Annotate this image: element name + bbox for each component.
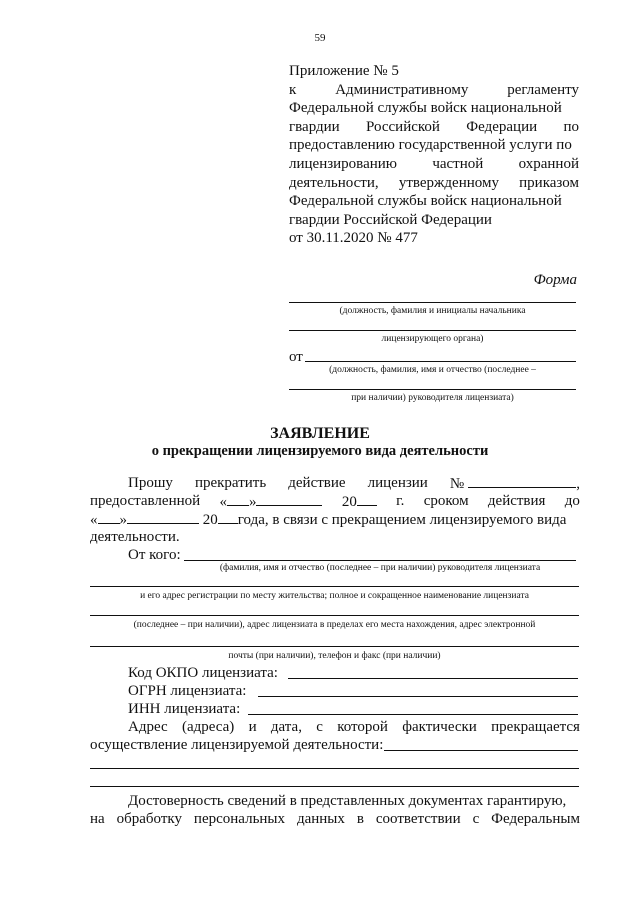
expiry-day-field[interactable] — [98, 510, 120, 524]
appendix-line-5 — [289, 155, 579, 174]
from-field[interactable] — [305, 361, 576, 362]
from-field-2[interactable] — [289, 389, 576, 390]
word: дата, — [270, 719, 302, 735]
year-prefix: 20 — [341, 494, 357, 510]
appendix-line-2: Федеральной службы войск национальной — [289, 100, 562, 117]
document-subtitle: о прекращении лицензируемого вида деятельности — [151, 443, 489, 459]
word: частной — [432, 155, 484, 172]
addressee-field-2[interactable] — [289, 330, 576, 331]
license-number-group — [450, 474, 580, 493]
comma: , — [576, 476, 580, 492]
word: которой — [337, 719, 388, 735]
issue-month-field[interactable] — [256, 492, 322, 506]
addressee-caption-1: (должность, фамилия и инициалы начальника — [339, 306, 526, 316]
ogrn-label: ОГРН лицензиата: — [128, 683, 247, 699]
appendix-line-3 — [289, 118, 579, 137]
applicant-field-3[interactable] — [90, 615, 579, 616]
word: Федеральным — [491, 811, 580, 827]
word: регламенту — [507, 81, 579, 98]
addressee-caption-2: лицензирующего органа) — [381, 334, 484, 344]
issue-date-group — [219, 492, 322, 511]
word: и — [248, 719, 257, 735]
applicant-field-2[interactable] — [90, 586, 579, 587]
consent-line-2 — [90, 810, 580, 828]
appendix-line-8: гвардии Российской Федерации — [289, 211, 492, 228]
applicant-caption-4: почты (при наличии), телефон и факс (при наличии) — [228, 651, 441, 661]
consent-line-1: Достоверность сведений в представленных документах гарантирую, — [128, 793, 567, 809]
appendix-block — [289, 62, 579, 248]
from-label: от — [289, 349, 303, 365]
applicant-field-1[interactable] — [184, 560, 576, 561]
word: соответствии — [375, 811, 461, 827]
issue-day-field[interactable] — [227, 492, 249, 506]
request-line-2 — [90, 492, 580, 511]
from-whom-label: От кого: — [128, 547, 181, 563]
word: Административному — [335, 81, 469, 98]
applicant-caption-1: (фамилия, имя и отчество (последнее – при наличии) руководителя лицензиата — [219, 563, 541, 573]
word: прекратить — [194, 475, 267, 491]
year-prefix: 20 — [202, 512, 218, 528]
word: на — [90, 811, 105, 827]
appendix-line-7: Федеральной службы войск национальной — [289, 193, 562, 210]
inn-label: ИНН лицензиата: — [128, 701, 241, 717]
request-line-3 — [90, 510, 580, 529]
applicant-field-4[interactable] — [90, 646, 579, 647]
address-line-2: осуществление лицензируемой деятельности: — [90, 737, 384, 753]
addressee-field-1[interactable] — [289, 302, 576, 303]
applicant-caption-2: и его адрес регистрации по месту жительства; полное и сокращенное наименование лицензиата — [140, 591, 529, 601]
form-label: Форма — [533, 272, 577, 288]
issue-year-group — [342, 492, 377, 511]
word: охранной — [518, 155, 579, 172]
expiry-month-field[interactable] — [127, 510, 199, 524]
appendix-line-6 — [289, 174, 579, 193]
page-number: 59 — [314, 32, 326, 44]
address-line-1 — [90, 718, 580, 736]
word: данных — [296, 811, 345, 827]
word: действия — [487, 493, 546, 509]
okpo-label: Код ОКПО лицензиата: — [128, 665, 278, 681]
word: сроком — [423, 493, 469, 509]
word: в — [356, 811, 364, 827]
word: персональных — [193, 811, 286, 827]
address-field-3[interactable] — [90, 786, 579, 787]
ogrn-field[interactable] — [258, 696, 578, 697]
word: фактически — [402, 719, 477, 735]
request-line-4: деятельности. — [90, 529, 180, 545]
word: деятельности, — [289, 174, 379, 191]
word: (адреса) — [181, 719, 235, 735]
appendix-line-4: предоставлению государственной услуги по — [289, 137, 572, 154]
quote-open: « — [219, 494, 227, 510]
word: Адрес — [128, 719, 168, 735]
appendix-line-9: от 30.11.2020 № 477 — [289, 230, 418, 247]
word: с — [472, 811, 480, 827]
address-field-1[interactable] — [384, 750, 578, 751]
inn-field[interactable] — [248, 714, 578, 715]
word: приказом — [519, 174, 579, 191]
word: с — [316, 719, 323, 735]
word: Российской — [366, 118, 440, 135]
word: гвардии — [289, 118, 340, 135]
word: действие — [288, 475, 346, 491]
word: г. — [396, 493, 405, 509]
addressee-caption-4: при наличии) руководителя лицензиата) — [351, 393, 514, 403]
issue-year-field[interactable] — [357, 492, 377, 506]
appendix-line-1 — [289, 81, 579, 100]
okpo-field[interactable] — [288, 678, 578, 679]
license-number-field[interactable] — [468, 474, 576, 488]
addressee-caption-3: (должность, фамилия, имя и отчество (последнее – — [329, 365, 536, 375]
word: Прошу — [128, 475, 173, 491]
word: к — [289, 81, 297, 98]
quote-close: » — [119, 512, 127, 528]
word: лицензии — [367, 475, 428, 491]
word: прекращается — [491, 719, 580, 735]
request-text: года, в связи с прекращением лицензируемого вида — [237, 512, 567, 528]
number-sign: № — [449, 476, 465, 492]
address-field-2[interactable] — [90, 768, 579, 769]
document-title: ЗАЯВЛЕНИЕ — [270, 425, 370, 442]
applicant-caption-3: (последнее – при наличии), адрес лицензиата в пределах его места нахождения, адрес электронной — [133, 620, 536, 630]
quote-open: « — [90, 512, 98, 528]
expiry-year-field[interactable] — [218, 510, 238, 524]
quote-close: » — [248, 494, 257, 510]
appendix-title: Приложение № 5 — [289, 63, 399, 79]
word: до — [564, 493, 580, 509]
word: лицензированию — [289, 155, 397, 172]
word: обработку — [116, 811, 182, 827]
word: утвержденному — [398, 174, 499, 191]
word: предоставленной — [90, 493, 201, 509]
word: по — [563, 118, 579, 135]
word: Федерации — [466, 118, 538, 135]
request-line-1 — [90, 474, 580, 493]
